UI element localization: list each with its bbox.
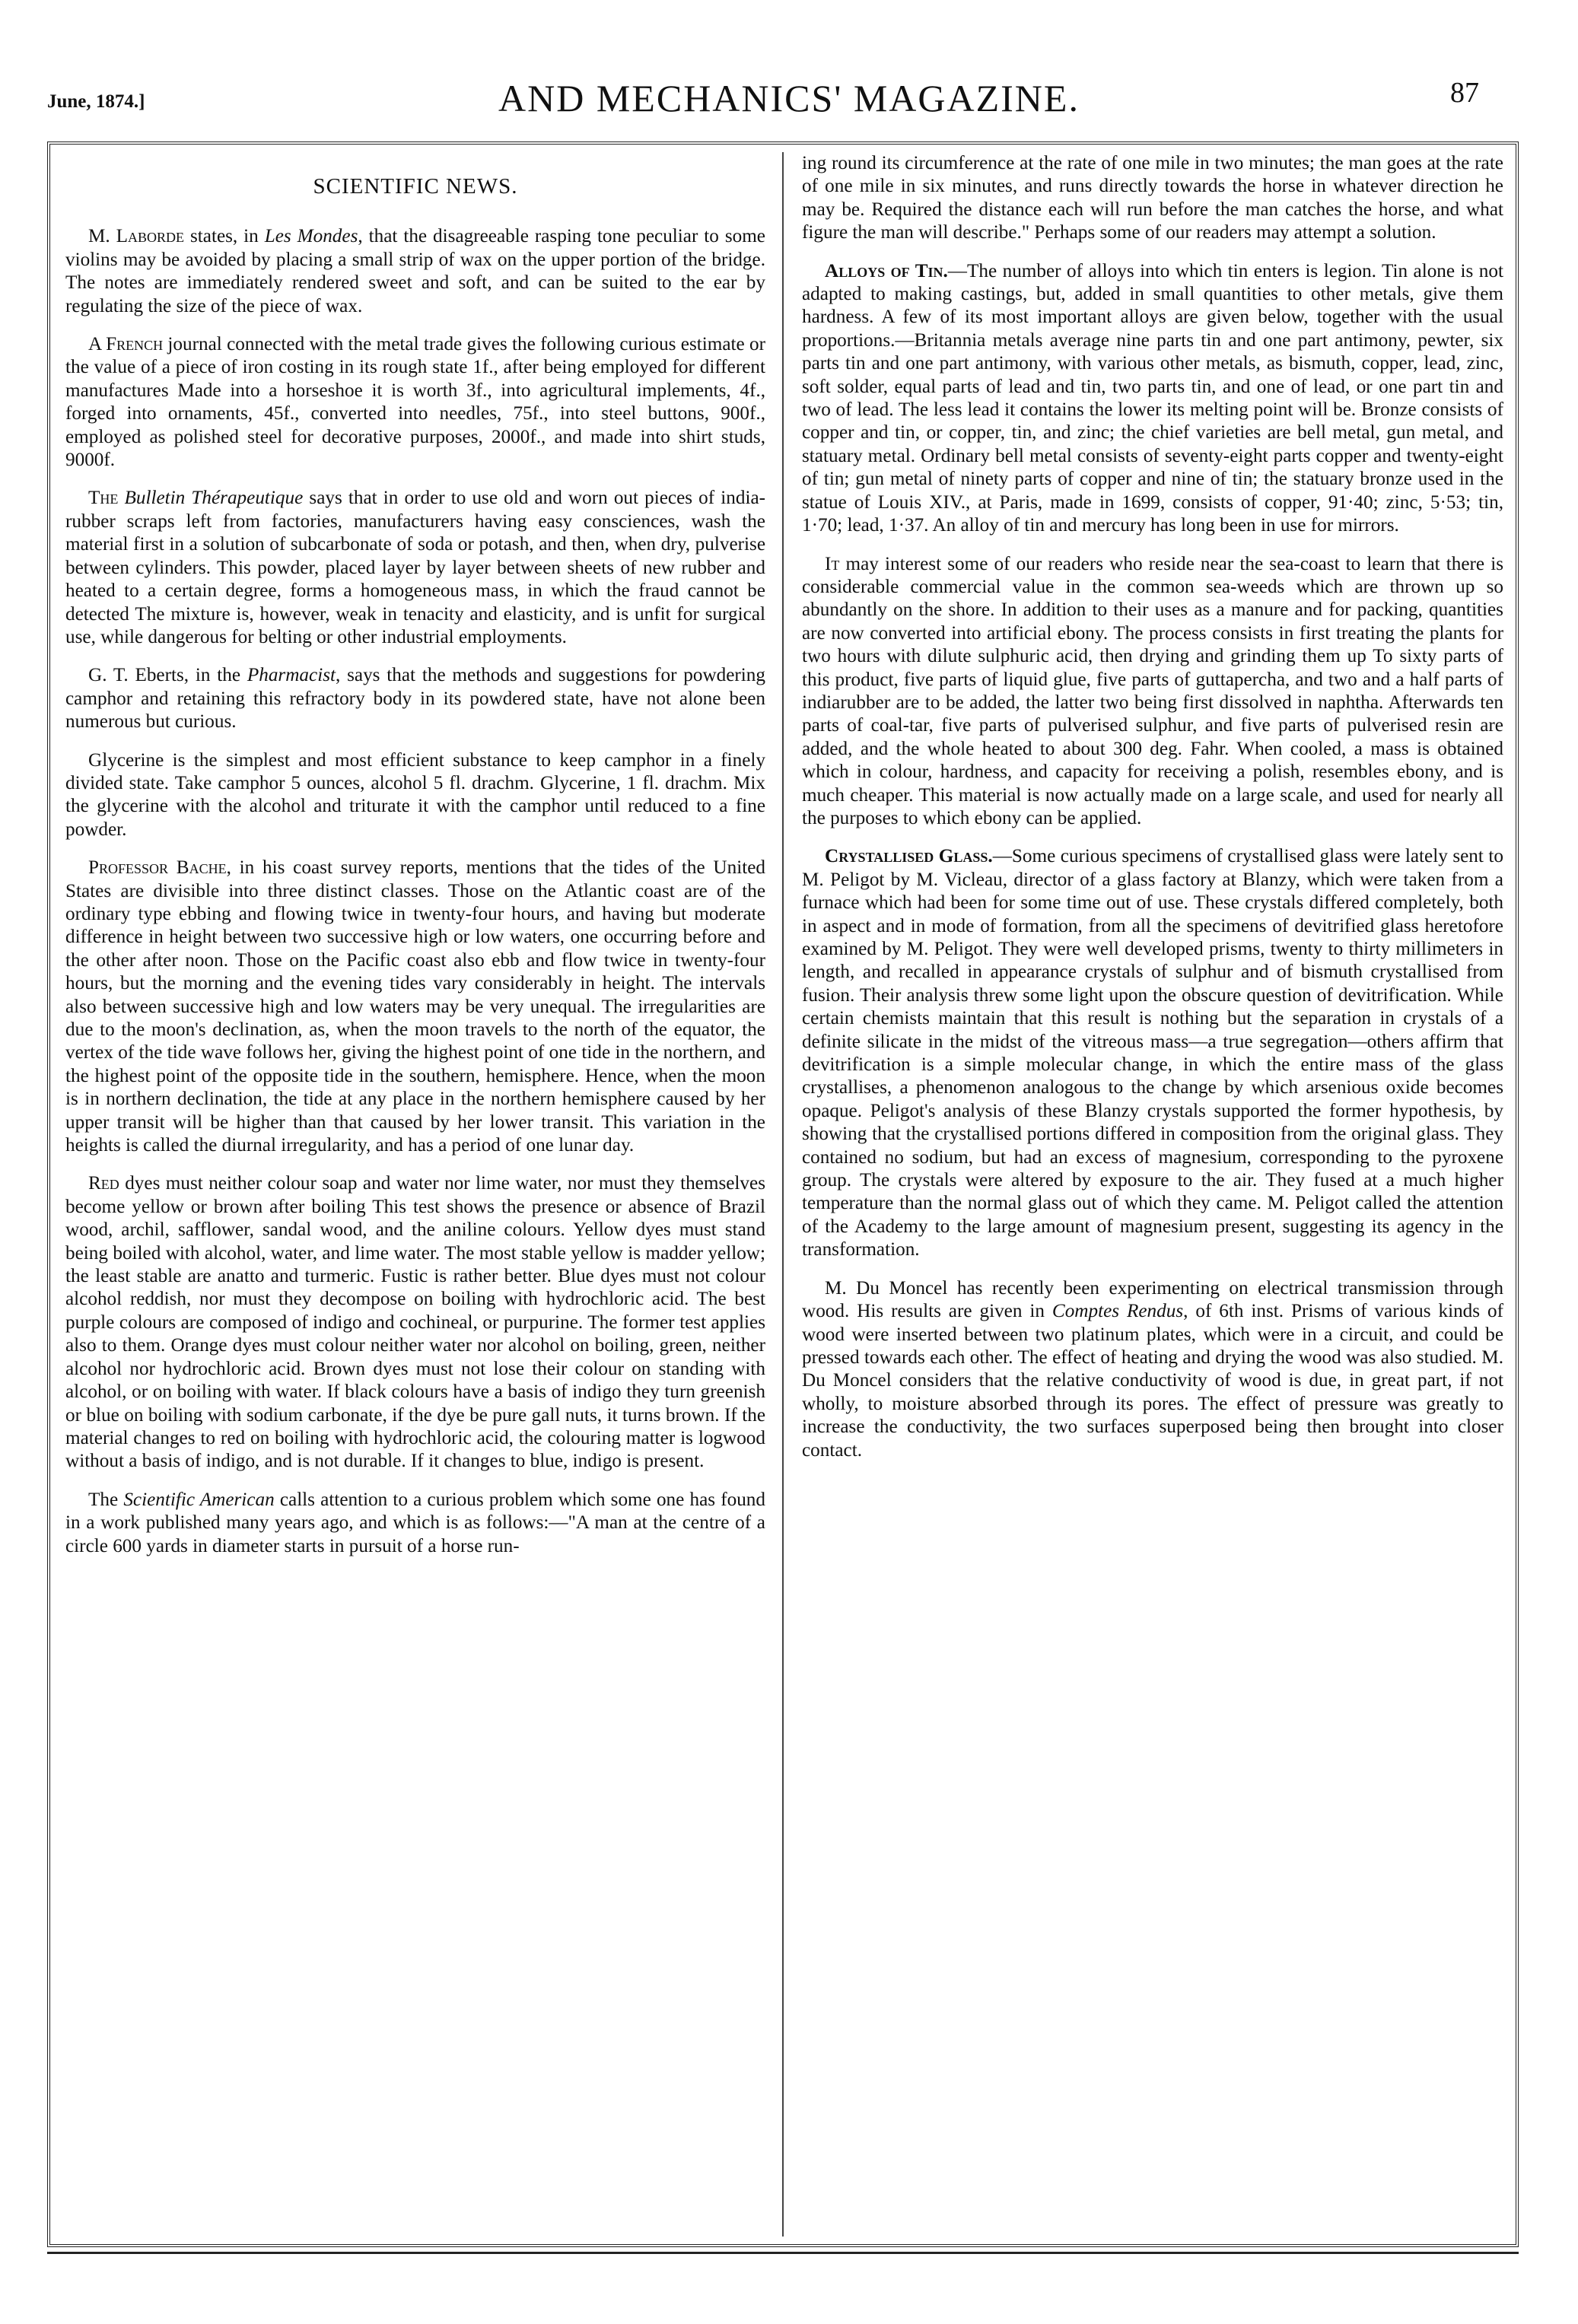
page-number: 87 — [1450, 77, 1479, 109]
article-lead: M. Laborde — [88, 226, 185, 247]
article-problem: The Scientific American calls attention to a curious problem which some one has found in a work published many years ago, and which is as follows:—"A man at the centre of a circle 600 yards in diameter starts in pursuit of a horse run- — [65, 1489, 765, 1556]
column-divider — [782, 152, 784, 2237]
publication-name: Bulletin Thérapeutique — [124, 488, 304, 509]
publication-name: Scientific American — [123, 1489, 275, 1510]
article-lead: Red — [88, 1173, 119, 1194]
article-india-rubber: The Bulletin Thérapeutique says that in order to use old and worn out pieces of india-rubber scraps left from factories, manufacturers having easy consciences, wash the material first in a solution of subcarbonate of soda or potash, and then, when dry, pulverise between cylinders. This powder, placed layer by layer between sheets of new rubber and heated to a certain degree, forms a homogeneous mass, in which the fraud cannot be detected The mixture is, however, weak in tenacity and elasticity, and is unfit for surgical use, while dangerous for belting or other industrial employments. — [65, 488, 765, 647]
article-problem-continued: ing round its circumference at the rate of one mile in two minutes; the man goes at the rate of one mile in six minutes, and runs directly towards the horse in whatever direction he may be. Required the distance each will run before the man catches the horse, and what figure the man will describe." Perhaps some of our readers may attempt a solution. — [802, 153, 1503, 243]
article-crystallised-glass: Crystallised Glass.—Some curious specimens of crystallised glass were lately sent to M. Peligot by M. Vicleau, director of a glass factory at Blanzy, which were taken from a furnace which had been for some time out of use. These crystals differed completely, both in aspect and in mode of formation, from all the specimens of devitrified glass heretofore examined by M. Peligot. They were well developed prisms, twenty to thirty millimeters in length, and recalled in appearance crystals of sulphur and of bismuth crystallised from fusion. Their analysis threw some light upon the obscure question of devitrification. While certain chemists maintain that this result is nothing but the separation in crystals of a definite silicate in the midst of the vitreous mass—a true segregation—others affirm that devitrification is a simple molecular change, in which the entire mass of the glass crystallises, a phenomenon analogous to the change by which arsenious oxide becomes opaque. Peligot's analysis of these Blanzy crystals supported the former hypothesis, by showing that the crystallised portions differed in composition from the original glass. They contained no sodium, but had an excess of magnesium, corresponding to the pyroxene group. The crystals were altered by exposure to the air. They fused at a much higher temperature than the normal glass out of which they came. M. Peligot called the attention of the Academy to the large amount of magnesium present, suggesting its agency in the transformation. — [802, 846, 1503, 1261]
article-glycerine: Glycerine is the simplest and most efficient substance to keep camphor in a finely divided state. Take camphor 5 ounces, alcohol 5 fl. drachm. Glycerine, 1 fl. drachm. Mix the glycerine with the alcohol and triturate it with the camphor until reduced to a fine powder. — [65, 749, 765, 840]
article-iron-value: A French journal connected with the metal trade gives the following curious estimate or the value of a piece of iron costing in its rough state 1f., after being employed for different manufactures Made into a horseshoe it is worth 3f., into agricultural implements, 4f., forged into ornaments, 45f., converted into needles, 75f., into steel buttons, 900f., employed as polished steel for decorative purposes, 2000f., and made into shirt studs, 9000f. — [65, 334, 765, 471]
publication-name: Pharmacist — [247, 665, 336, 686]
left-column — [65, 169, 765, 2238]
issue-date: June, 1874.] — [47, 91, 145, 112]
article-lead: Professor Bache, — [88, 857, 231, 879]
article-alloys-of-tin: Alloys of Tin.—The number of alloys into which tin enters is legion. Tin alone is not adapted to making castings, but, added in small quantities to other metals, give them hardness. A few of its most important alloys are given below, together with the usual proportions.—Britannia metals average nine parts tin and one part antimony, pewter, six parts tin and one part antimony, with various other metals, as bismuth, copper, lead, zinc, soft solder, equal parts of lead and tin, two parts tin, and one of lead, or one part tin and two of lead. The less lead it contains the lower its melting point will be. Bronze consists of copper and tin, or copper, tin, and zinc; the chief varieties are bell metal, gun metal, and statuary metal. Ordinary bell metal consists of seventy-eight parts copper and twenty-eight of tin; gun metal of ninety parts of copper and nine of tin; the statuary bronze used in the statue of Louis XIV., at Paris, made in 1699, consists of copper, 91·40; zinc, 5·53; tin, 1·70; lead, 1·37. An alloy of tin and mercury has long been in use for mirrors. — [802, 260, 1503, 536]
article-lead: A French — [88, 334, 164, 355]
publication-name: Les Mondes — [264, 226, 358, 247]
right-column — [802, 152, 1503, 2221]
article-dyes: Red dyes must neither colour soap and water nor lime water, nor must they themselves become yellow or brown after boiling This test shows the presence or absence of Brazil wood, archil, safflower, sandal wood, and the aniline colours. Yellow dyes must stand being boiled with alcohol, water, and lime water. The most stable yellow is madder yellow; the least stable are anatto and turmeric. Fustic is rather better. Blue dyes must not colour alcohol reddish, nor must they decompose on boiling with hydrochloric acid. The best purple colours are composed of indigo and cochineal, or purpurine. The former test applies also to them. Orange dyes must colour neither water nor alcohol on boiling, green, neither alcohol nor hydrochloric acid. Brown dyes must not lose their colour on standing with alcohol, or on boiling with water. If black colours have a basis of indigo they turn greenish or blue on boiling with sodium carbonate, if the dye be pure gall nuts, it turns brown. If the material changes to red on boiling with hydrochloric acid, the colouring matter is logwood without a basis of indigo, and is not durable. If it changes to blue, indigo is present. — [65, 1173, 765, 1472]
section-title: SCIENTIFIC NEWS. — [313, 174, 518, 199]
article-lead: The — [88, 488, 119, 509]
publication-name: Comptes Rendus — [1051, 1301, 1184, 1322]
article-violin-wax: M. Laborde states, in Les Mondes, that the disagreeable rasping tone peculiar to some violins may be avoided by placing a small strip of wax on the upper portion of the bridge. The notes are immediately rendered sweet and soft, and can be suited to the ear by regulating the size of the piece of wax. — [65, 226, 765, 316]
bottom-rule — [47, 2252, 1519, 2254]
running-title: AND MECHANICS' MAGAZINE. — [498, 77, 1080, 119]
article-wood-conductivity: M. Du Moncel has recently been experimenting on electrical transmission through wood. His results are given in Comptes Rendus, of 6th inst. Prisms of various kinds of wood were inserted between two platinum plates, which were in a circuit, and could be pressed towards each other. The effect of heating and drying the wood was also studied. M. Du Moncel considers that the relative conductivity of wood is due, in great part, if not wholly, to moisture absorbed through its pores. The effect of pressure was greatly to increase the conductivity, the two surfaces superposed being then brought into closer contact. — [802, 1277, 1503, 1461]
article-artificial-ebony: It may interest some of our readers who reside near the sea-coast to learn that there is considerable commercial value in the common sea-weeds which are thrown up so abundantly on the shore. In addition to their uses as a manure and for packing, quantities are now converted into artificial ebony. The process consists in first treating the plants for two hours with dilute sulphuric acid, then drying and grinding them up To sixty parts of this product, five parts of liquid glue, five parts of guttapercha, and two and a half parts of indiarubber are to be added, the latter two being first dissolved in naphtha. Afterwards ten parts of coal-tar, five parts of pulverised sulphur, and five parts of pulverised resin are added, and the whole heated to about 300 deg. Fahr. When cooled, a mass is obtained which in colour, hardness, and capacity for receiving a polish, resembles ebony, and is much cheaper. This material is now actually made on a large scale, and used for nearly all the purposes to which ebony can be applied. — [802, 553, 1503, 828]
article-heading: Crystallised Glass. — [825, 846, 993, 867]
article-heading: Alloys of Tin. — [825, 260, 948, 281]
article-lead: It — [825, 553, 840, 574]
article-camphor: G. T. Eberts, in the Pharmacist, says that the methods and suggestions for powdering camphor and retaining this refractory body in its powdered state, have not alone been numerous but curious. — [65, 665, 765, 733]
article-tides: Professor Bache, in his coast survey reports, mentions that the tides of the United States are divisible into three distinct classes. Those on the Atlantic coast are of the ordinary type ebbing and flowing twice in twenty-four hours, and having but moderate difference in height between two successive high or low waters, one occurring before and the other after noon. Those on the Pacific coast also ebb and flow twice in twenty-four hours, but the morning and the evening tides vary considerably in height. The intervals also between successive high and low waters may be very unequal. The irregularities are due to the moon's declination, as, when the moon travels to the north of the equator, the vertex of the tide wave follows her, giving the highest point of one tide in the northern, and the highest point of the opposite tide in the southern, hemisphere. Hence, when the moon is in northern declination, the tide at any place in the northern hemisphere caused by her upper transit will be higher than that caused by her lower transit. This variation in the heights is called the diurnal irregularity, and has a period of one lunar day. — [65, 857, 765, 1156]
